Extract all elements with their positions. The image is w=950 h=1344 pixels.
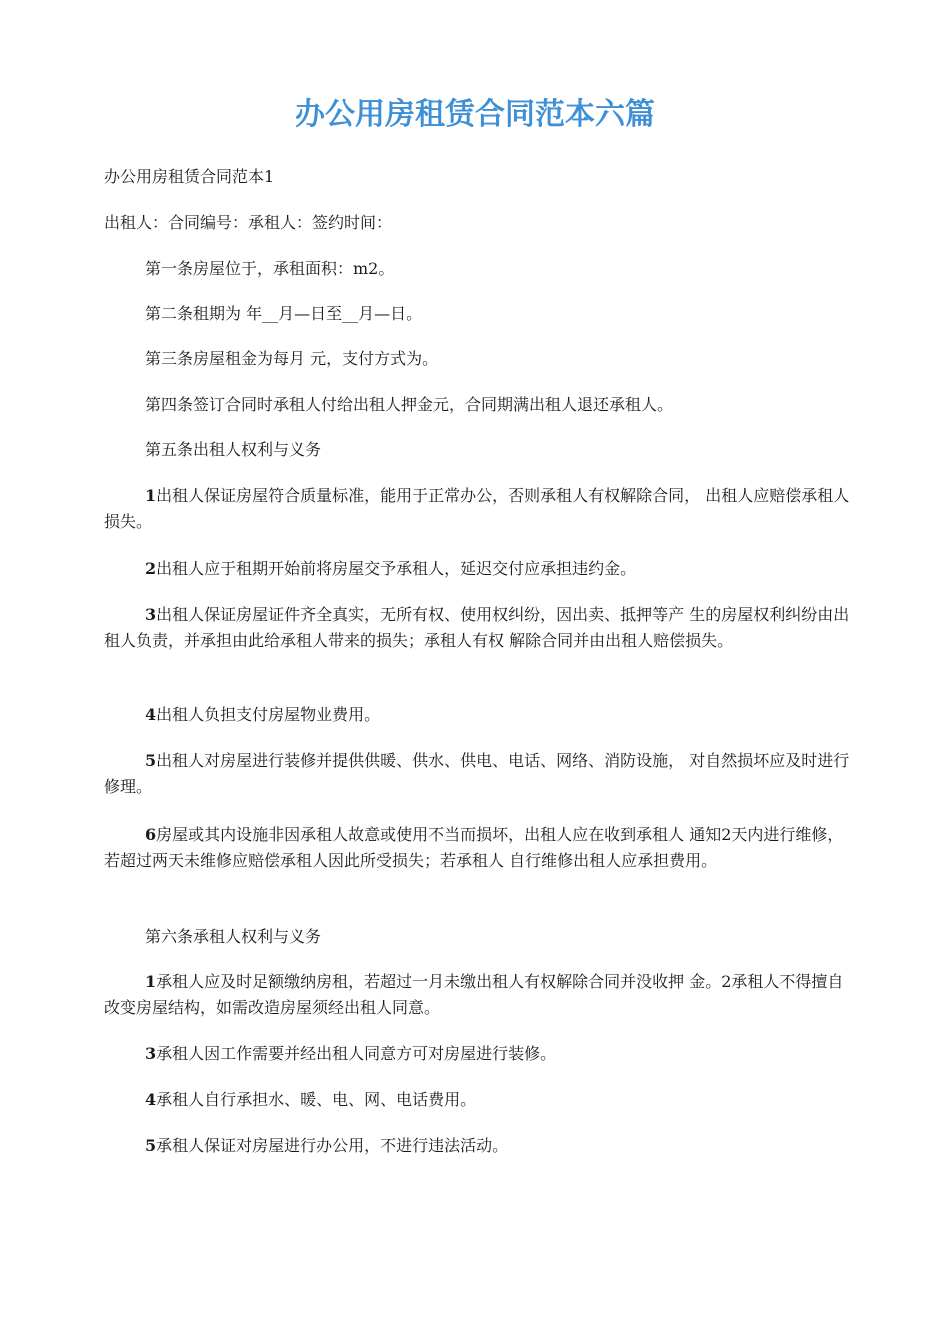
item-text: 出租人对房屋进行装修并提供供暖、供水、供电、电话、网络、消防设施， 对自然损坏应及时进行修理。: [104, 751, 850, 796]
item-number: 5: [145, 751, 157, 770]
item-text: 出租人负担支付房屋物业费用。: [156, 705, 381, 724]
item-number: 4: [145, 1090, 157, 1109]
item-text: 承租人自行承担水、暖、电、网、电话费用。: [156, 1090, 477, 1109]
contract-subtitle: 办公用房租赁合同范本1: [104, 167, 275, 186]
document-title: 办公用房租赁合同范本六篇: [295, 97, 655, 132]
clause-5-heading: 第五条出租人权利与义务: [145, 440, 322, 459]
clause-3: 第三条房屋租金为每月 元，支付方式为。: [145, 349, 439, 368]
lessor-item-5: [104, 748, 856, 800]
item-number: 1: [145, 486, 157, 505]
lessor-item-4: [104, 702, 856, 728]
lessee-item-5: [104, 1133, 856, 1159]
clause-6-heading: 第六条承租人权利与义务: [145, 927, 322, 946]
item-text: 承租人因工作需要并经出租人同意方可对房屋进行装修。: [156, 1044, 557, 1063]
item-number: 3: [145, 1044, 157, 1063]
item-text: 出租人应于租期开始前将房屋交予承租人，延迟交付应承担违约金。: [156, 559, 637, 578]
item-text: 出租人保证房屋证件齐全真实，无所有权、使用权纠纷，因出卖、抵押等产 生的房屋权利纠纷由出租人负责，并承担由此给承租人带来的损失；承租人有权 解除合同并由出租人赔偿损失。: [104, 605, 850, 650]
item-number: 1: [145, 972, 157, 991]
lessor-item-1: [104, 483, 856, 535]
lessee-item-3: [104, 1041, 856, 1067]
lessor-item-3: [104, 602, 856, 654]
clause-2: 第二条租期为 年__月—日至__月—日。: [145, 304, 423, 323]
item-number: 6: [145, 825, 157, 844]
item-text: 承租人应及时足额缴纳房租，若超过一月未缴出租人有权解除合同并没收押 金。2承租人不得擅自改变房屋结构，如需改造房屋须经出租人同意。: [104, 972, 844, 1017]
parties-line: 出租人：合同编号：承租人：签约时间：: [104, 213, 393, 232]
lessee-item-4: [104, 1087, 856, 1113]
item-number: 5: [145, 1136, 157, 1155]
lessor-item-2: [104, 556, 856, 582]
item-text: 出租人保证房屋符合质量标准，能用于正常办公，否则承租人有权解除合同， 出租人应赔偿承租人损失。: [104, 486, 850, 531]
clause-1: 第一条房屋位于，承租面积：m2。: [145, 259, 395, 278]
item-number: 4: [145, 705, 157, 724]
item-number: 3: [145, 605, 157, 624]
item-number: 2: [145, 559, 157, 578]
clause-4: 第四条签订合同时承租人付给出租人押金元，合同期满出租人退还承租人。: [145, 395, 674, 414]
lessor-item-6: [104, 822, 856, 874]
item-text: 房屋或其内设施非因承租人故意或使用不当而损坏，出租人应在收到承租人 通知2天内进行维修，若超过两天未维修应赔偿承租人因此所受损失；若承租人 自行维修出租人应承担费用。: [104, 825, 844, 870]
lessee-item-1: [104, 969, 856, 1021]
item-text: 承租人保证对房屋进行办公用，不进行违法活动。: [156, 1136, 509, 1155]
